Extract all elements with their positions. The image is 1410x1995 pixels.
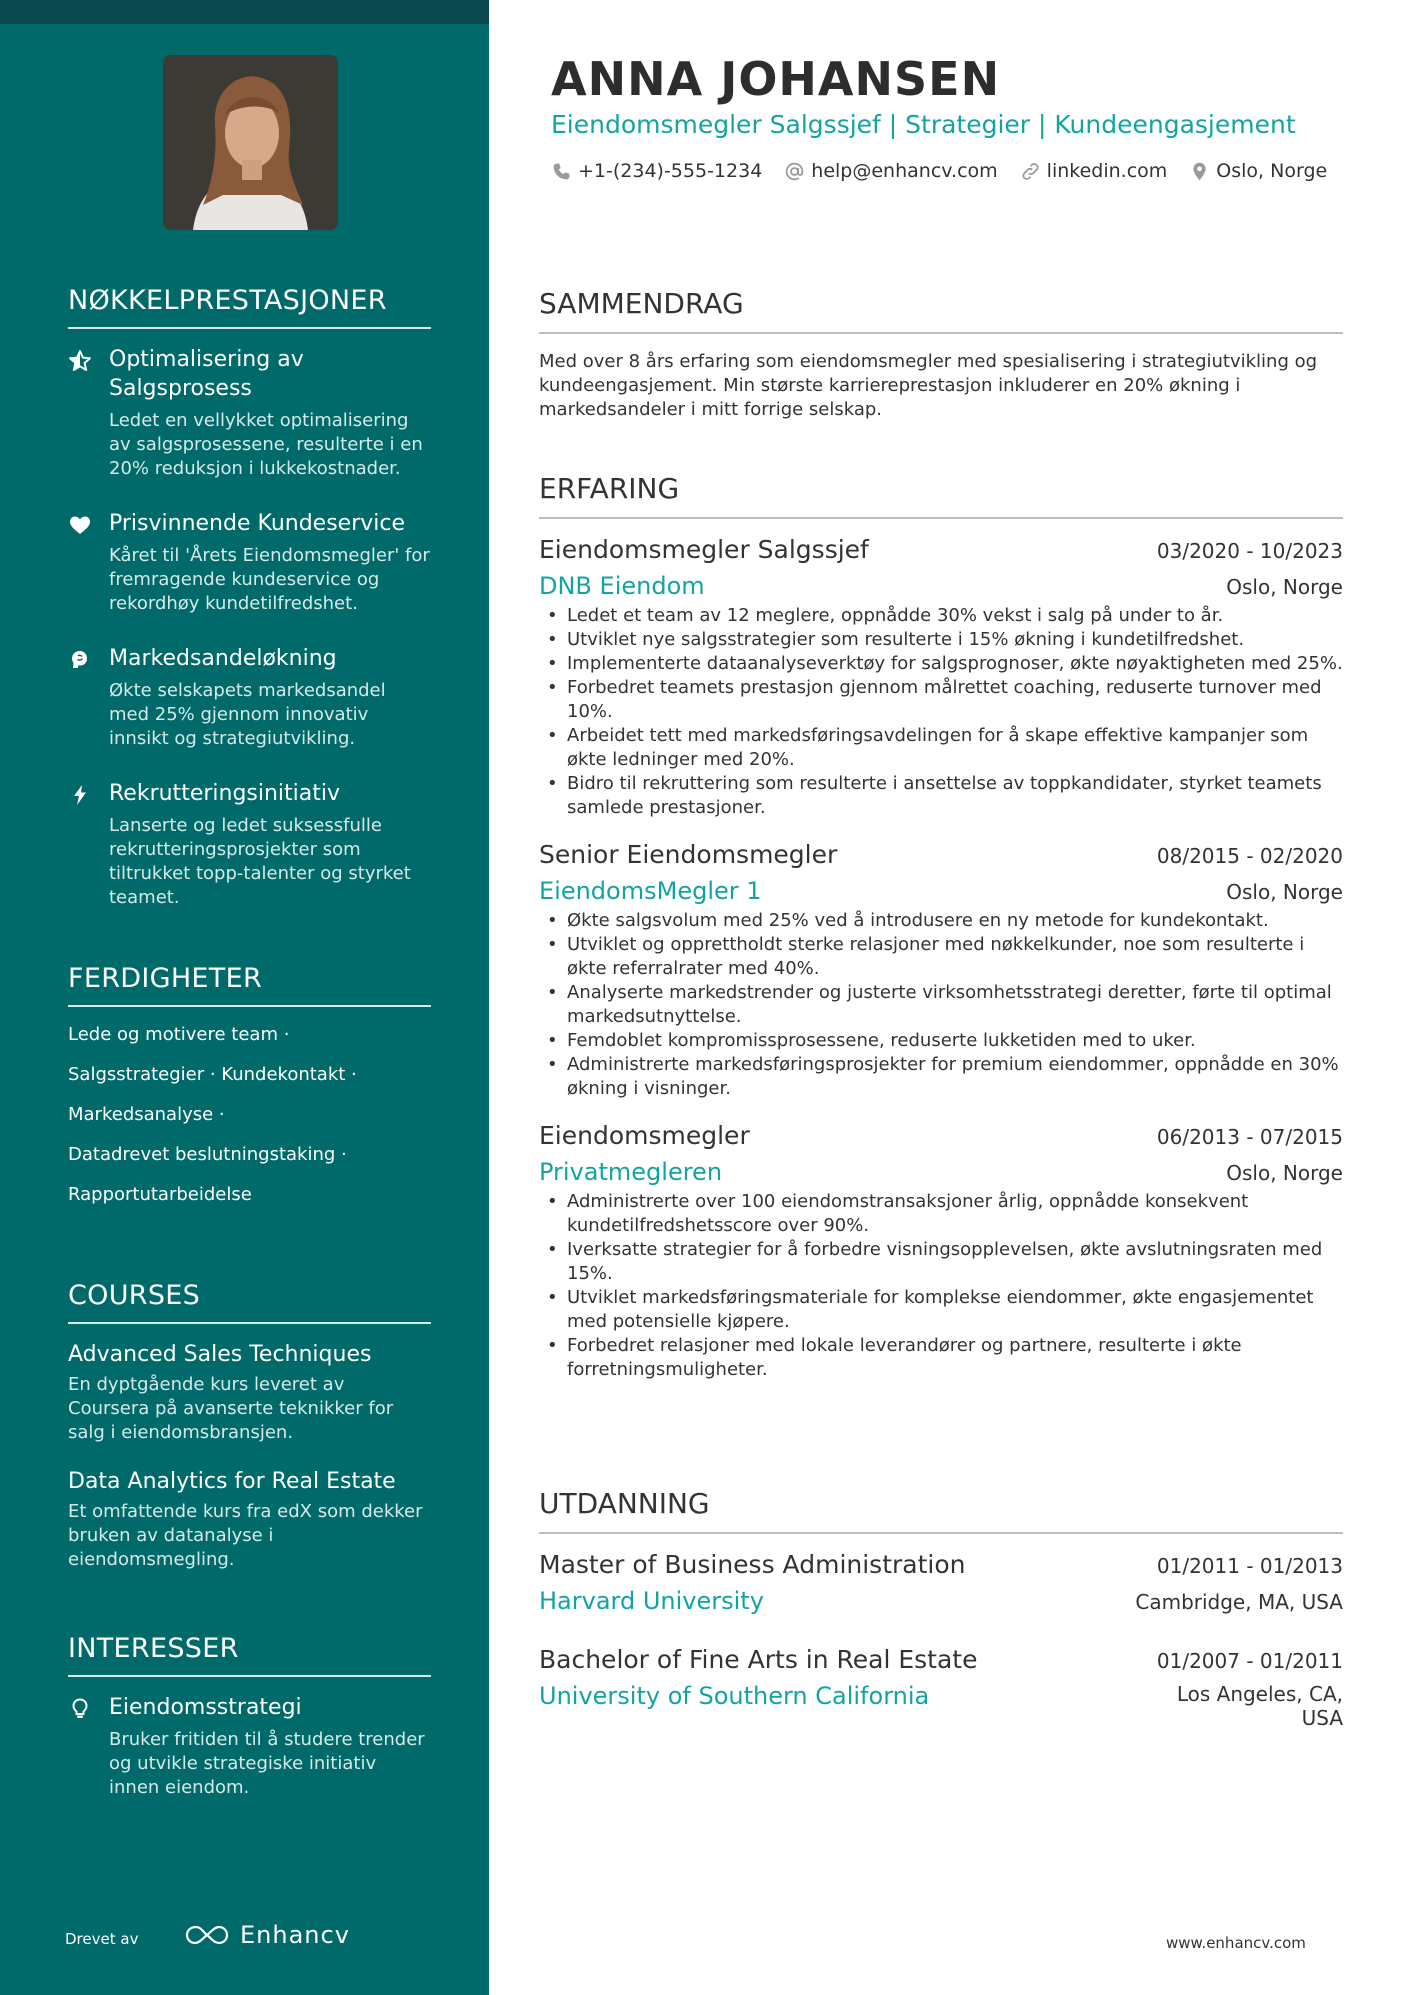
summary-section xyxy=(539,287,1343,422)
job-bullet: • Forbedret relasjoner med lokale leverandører og partnere, resulterte i økte forretningsmuligheter. xyxy=(539,1334,1343,1382)
course-desc: Et omfattende kurs fra edX som dekker bruken av datanalyse i eiendomsmegling. xyxy=(68,1501,423,1570)
interest-desc: Bruker fritiden til å studere trender og utvikle strategiske initiativ innen eiendom. xyxy=(109,1729,425,1798)
achievement-item xyxy=(68,509,431,616)
job-bullet: • Økte salgsvolum med 25% ved å introdusere en ny metode for kundekontakt. xyxy=(539,909,1343,933)
job-role: Eiendomsmegler xyxy=(539,1121,750,1150)
experience-heading: ERFARING xyxy=(539,472,1343,519)
job-role: Eiendomsmegler Salgssjef xyxy=(539,535,869,564)
courses-heading: COURSES xyxy=(68,1280,431,1324)
contact-bar xyxy=(551,160,1349,182)
job-role: Senior Eiendomsmegler xyxy=(539,840,838,869)
job-bullet: • Analyserte markedstrender og justerte virksomhetsstrategi deretter, førte til optimal markedsutnyttelse. xyxy=(539,981,1343,1029)
education-entry xyxy=(539,1550,1343,1615)
job-bullet: • Administrerte over 100 eiendomstransaksjoner årlig, oppnådde konsekvent kundetilfredshetsscore over 90%. xyxy=(539,1190,1343,1238)
experience-section xyxy=(539,472,1343,1402)
education-school: University of Southern California xyxy=(539,1682,930,1710)
course-item xyxy=(68,1467,431,1572)
course-item xyxy=(68,1340,431,1445)
lightning-icon xyxy=(68,783,92,807)
email-text: help@enhancv.com xyxy=(811,160,998,182)
achievement-title: Prisvinnende Kundeservice xyxy=(109,511,406,536)
job-bullet: • Implementerte dataanalyseverktøy for salgsprognoser, økte nøyaktigheten med 25%. xyxy=(539,652,1343,676)
job-location: Oslo, Norge xyxy=(1226,575,1343,599)
job-bullet: • Administrerte markedsføringsprosjekter for premium eiendommer, oppnådde en 30% økning i visninger. xyxy=(539,1053,1343,1101)
education-heading: UTDANNING xyxy=(539,1487,1343,1534)
skill-item: Datadrevet beslutningstaking · xyxy=(68,1144,347,1165)
enhancv-logo[interactable] xyxy=(184,1921,350,1949)
course-desc: En dyptgående kurs leveret av Coursera på avanserte teknikker for salg i eiendomsbransjen. xyxy=(68,1374,394,1443)
skill-item: Salgsstrategier · Kundekontakt · xyxy=(68,1064,357,1085)
job-bullet: • Utviklet og opprettholdt sterke relasjoner med nøkkelkunder, noe som resulterte i økte referralrater med 40%. xyxy=(539,933,1343,981)
linkedin-text: linkedin.com xyxy=(1046,160,1168,182)
brain-icon xyxy=(68,648,92,672)
sidebar xyxy=(0,0,489,1995)
achievement-item xyxy=(68,644,431,751)
job-entry xyxy=(539,535,1343,820)
job-bullet: • Iverksatte strategier for å forbedre visningsopplevelsen, økte avslutningsraten med 15%. xyxy=(539,1238,1343,1286)
profile-photo-illustration xyxy=(163,55,338,230)
candidate-name: ANNA JOHANSEN xyxy=(551,52,1001,106)
candidate-headline: Eiendomsmegler Salgssjef | Strategier | Kundeengasjement xyxy=(551,110,1296,139)
heart-icon xyxy=(68,513,92,537)
contact-linkedin[interactable] xyxy=(1020,160,1168,182)
contact-phone[interactable] xyxy=(551,160,762,182)
courses-section xyxy=(68,1280,431,1594)
job-bullets xyxy=(539,1190,1343,1382)
education-location: Cambridge, MA, USA xyxy=(1135,1590,1343,1614)
skills-heading: FERDIGHETER xyxy=(68,963,431,1007)
achievements-heading: NØKKELPRESTASJONER xyxy=(68,285,431,329)
job-location: Oslo, Norge xyxy=(1226,880,1343,904)
at-sign-icon xyxy=(784,161,805,182)
sidebar-top-band xyxy=(0,0,489,24)
skills-section xyxy=(68,963,431,1223)
phone-icon xyxy=(551,161,572,182)
education-entry xyxy=(539,1645,1343,1730)
link-icon xyxy=(1020,161,1041,182)
achievement-desc: Lanserte og ledet suksessfulle rekrutteringsprosjekter som tiltrukket topp-talenter og styrket teamet. xyxy=(109,815,411,908)
summary-heading: SAMMENDRAG xyxy=(539,287,1343,334)
job-bullet: • Arbeidet tett med markedsføringsavdelingen for å skape effektive kampanjer som økte ledninger med 20%. xyxy=(539,724,1343,772)
job-company: EiendomsMegler 1 xyxy=(539,877,762,905)
education-dates: 01/2007 - 01/2011 xyxy=(1156,1649,1343,1673)
skill-item: Rapportutarbeidelse xyxy=(68,1184,252,1205)
job-dates: 08/2015 - 02/2020 xyxy=(1156,844,1343,868)
education-dates: 01/2011 - 01/2013 xyxy=(1156,1554,1343,1578)
achievement-title: Markedsandeløkning xyxy=(109,646,337,671)
profile-photo xyxy=(163,55,338,230)
website-url[interactable]: www.enhancv.com xyxy=(1166,1934,1306,1952)
job-company: DNB Eiendom xyxy=(539,572,705,600)
job-bullet: • Bidro til rekruttering som resulterte i ansettelse av toppkandidater, styrket teamets samlede prestasjoner. xyxy=(539,772,1343,820)
powered-by-text: Drevet av xyxy=(65,1930,139,1948)
contact-location xyxy=(1189,160,1327,182)
achievement-item xyxy=(68,345,431,481)
job-company: Privatmegleren xyxy=(539,1158,723,1186)
interests-heading: INTERESSER xyxy=(68,1633,431,1677)
phone-text: +1-(234)-555-1234 xyxy=(578,160,763,182)
education-school: Harvard University xyxy=(539,1587,764,1615)
job-dates: 06/2013 - 07/2015 xyxy=(1156,1125,1343,1149)
achievement-title: Optimalisering av Salgsprosess xyxy=(109,347,304,401)
interests-section xyxy=(68,1633,431,1828)
job-bullet: • Forbedret teamets prestasjon gjennom målrettet coaching, reduserte turnover med 10%. xyxy=(539,676,1343,724)
location-pin-icon xyxy=(1189,161,1210,182)
skill-item: Lede og motivere team · xyxy=(68,1024,290,1045)
job-bullet: • Femdoblet kompromissprosessene, reduserte lukketiden med to uker. xyxy=(539,1029,1343,1053)
job-bullet: • Ledet et team av 12 meglere, oppnådde 30% vekst i salg på under to år. xyxy=(539,604,1343,628)
education-location: Los Angeles, CA, USA xyxy=(1176,1682,1343,1730)
job-location: Oslo, Norge xyxy=(1226,1161,1343,1185)
enhancv-brand-text: Enhancv xyxy=(240,1921,350,1949)
course-title: Data Analytics for Real Estate xyxy=(68,1469,396,1494)
location-text: Oslo, Norge xyxy=(1216,160,1328,182)
lightbulb-icon xyxy=(68,1697,92,1721)
education-section xyxy=(539,1487,1343,1760)
achievement-desc: Kåret til 'Årets Eiendomsmegler' for fremragende kundeservice og rekordhøy kundetilfredshet. xyxy=(109,545,430,614)
achievement-desc: Ledet en vellykket optimalisering av salgsprosessene, resulterte i en 20% reduksjon i lukkekostnader. xyxy=(109,410,423,479)
interest-item xyxy=(68,1693,431,1800)
achievement-title: Rekrutteringsinitiativ xyxy=(109,781,341,806)
achievement-item xyxy=(68,779,431,910)
job-dates: 03/2020 - 10/2023 xyxy=(1156,539,1343,563)
interest-title: Eiendomsstrategi xyxy=(109,1695,302,1720)
education-degree: Bachelor of Fine Arts in Real Estate xyxy=(539,1645,978,1674)
course-title: Advanced Sales Techniques xyxy=(68,1342,372,1367)
job-bullets xyxy=(539,604,1343,820)
job-bullet: • Utviklet nye salgsstrategier som resulterte i 15% økning i kundetilfredshet. xyxy=(539,628,1343,652)
achievement-desc: Økte selskapets markedsandel med 25% gjennom innovativ innsikt og strategiutvikling. xyxy=(109,680,386,749)
job-entry xyxy=(539,840,1343,1101)
achievements-section xyxy=(68,285,431,938)
job-bullet: • Utviklet markedsføringsmateriale for komplekse eiendommer, økte engasjementet med potensielle kjøpere. xyxy=(539,1286,1343,1334)
contact-email[interactable] xyxy=(784,160,997,182)
job-bullets xyxy=(539,909,1343,1101)
infinity-icon xyxy=(184,1923,230,1947)
job-entry xyxy=(539,1121,1343,1382)
star-half-icon xyxy=(68,349,92,373)
skill-item: Markedsanalyse · xyxy=(68,1104,225,1125)
education-degree: Master of Business Administration xyxy=(539,1550,966,1579)
summary-text: Med over 8 års erfaring som eiendomsmegler med spesialisering i strategiutvikling og kundeengasjement. Min største karriereprestasjon inkluderer en 20% økning i markedsandeler i mitt forrige selskap. xyxy=(539,351,1318,420)
